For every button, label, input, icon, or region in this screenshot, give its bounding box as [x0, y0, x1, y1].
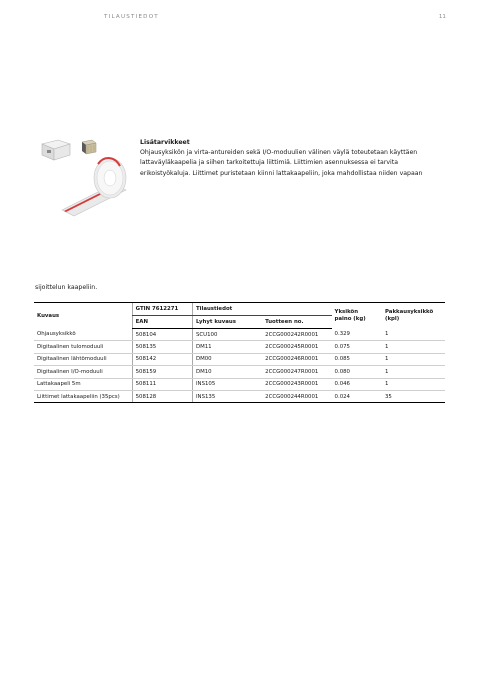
- cell-paino: 0.075: [332, 341, 382, 353]
- accessories-product-image: [28, 130, 132, 220]
- table-row: [34, 390, 445, 402]
- cell-lyhyt-kuvaus: INS135: [192, 390, 262, 402]
- cell-ean: 508159: [132, 366, 192, 378]
- table-row: [34, 329, 445, 341]
- cell-kuvaus: Lattakaapeli 5m: [34, 378, 132, 390]
- cell-lyhyt-kuvaus: DM00: [192, 353, 262, 365]
- cell-tuotteen-no: 2CCG000247R0001: [262, 366, 331, 378]
- cell-ean: 508142: [132, 353, 192, 365]
- cell-pakkausyksikko: 35: [382, 390, 445, 402]
- cell-lyhyt-kuvaus: DM10: [192, 366, 262, 378]
- cell-pakkausyksikko: 1: [382, 366, 445, 378]
- cell-pakkausyksikko: 1: [382, 378, 445, 390]
- col-yksikon-paino: [332, 303, 382, 329]
- page-number: 11: [438, 14, 446, 20]
- cell-tuotteen-no: 2CCG000245R0001: [262, 341, 331, 353]
- cell-paino: 0.080: [332, 366, 382, 378]
- cell-tuotteen-no: 2CCG000243R0001: [262, 378, 331, 390]
- col-tilaustiedot: Tilaustiedot: [192, 303, 331, 316]
- header-title: TILAUSTIEDOT: [104, 14, 159, 20]
- cell-tuotteen-no: 2CCG000244R0001: [262, 390, 331, 402]
- col-lyhyt-kuvaus: Lyhyt kuvaus: [192, 316, 262, 329]
- cell-paino: 0.329: [332, 329, 382, 341]
- col-yksikon-paino-label: Yksikön paino (kg): [334, 308, 366, 322]
- cell-kuvaus: Digitaalinen I/O-moduuli: [34, 366, 132, 378]
- cell-lyhyt-kuvaus: SCU100: [192, 329, 262, 341]
- accessories-section: [140, 138, 450, 179]
- accessories-title: Lisätarvikkeet: [140, 139, 190, 146]
- accessories-description: Ohjausyksikön ja virta-antureiden sekä I/O-moduulien välinen väylä toteutetaan käyttäen lattaväyläkaapelia ja siihen tarkoitettuja liittimiä. Liittimien asennuksessa ei tarvita erikoistyökaluja. Liittimet puristetaan kiinni lattakaapeliin, joka mahdollistaa niiden vapaan: [140, 149, 423, 177]
- cell-kuvaus: Digitaalinen tulomoduuli: [34, 341, 132, 353]
- flat-cable-roll-icon: [62, 158, 126, 216]
- cell-pakkausyksikko: 1: [382, 353, 445, 365]
- cell-ean: 508135: [132, 341, 192, 353]
- table-row: [34, 366, 445, 378]
- col-gtin: GTIN 7612271: [132, 303, 192, 316]
- cell-tuotteen-no: 2CCG000242R0001: [262, 329, 331, 341]
- control-unit-icon: [42, 140, 70, 160]
- cell-lyhyt-kuvaus: DM11: [192, 341, 262, 353]
- cell-paino: 0.046: [332, 378, 382, 390]
- col-pakkausyksikko: [382, 303, 445, 329]
- cell-kuvaus: Liittimet lattakaapeliin (35pcs): [34, 390, 132, 402]
- cell-lyhyt-kuvaus: INS105: [192, 378, 262, 390]
- cell-ean: 508111: [132, 378, 192, 390]
- col-pakkausyksikko-label: Pakkausyksikkö (kpl): [385, 308, 434, 322]
- cell-paino: 0.085: [332, 353, 382, 365]
- accessories-description-continued: sijoittelun kaapeliin.: [35, 284, 98, 291]
- col-ean: EAN: [132, 316, 192, 329]
- cell-kuvaus: Digitaalinen lähtömoduuli: [34, 353, 132, 365]
- order-table: [34, 302, 445, 403]
- cell-kuvaus: Ohjausyksikkö: [34, 329, 132, 341]
- cell-pakkausyksikko: 1: [382, 341, 445, 353]
- cell-paino: 0.024: [332, 390, 382, 402]
- table-row: [34, 341, 445, 353]
- col-tuotteen-no: Tuotteen no.: [262, 316, 331, 329]
- table-row: [34, 353, 445, 365]
- connector-icon: [82, 140, 96, 154]
- col-kuvaus: Kuvaus: [34, 303, 132, 329]
- cell-tuotteen-no: 2CCG000246R0001: [262, 353, 331, 365]
- cell-pakkausyksikko: 1: [382, 329, 445, 341]
- cell-ean: 508104: [132, 329, 192, 341]
- cell-ean: 508128: [132, 390, 192, 402]
- table-row: [34, 378, 445, 390]
